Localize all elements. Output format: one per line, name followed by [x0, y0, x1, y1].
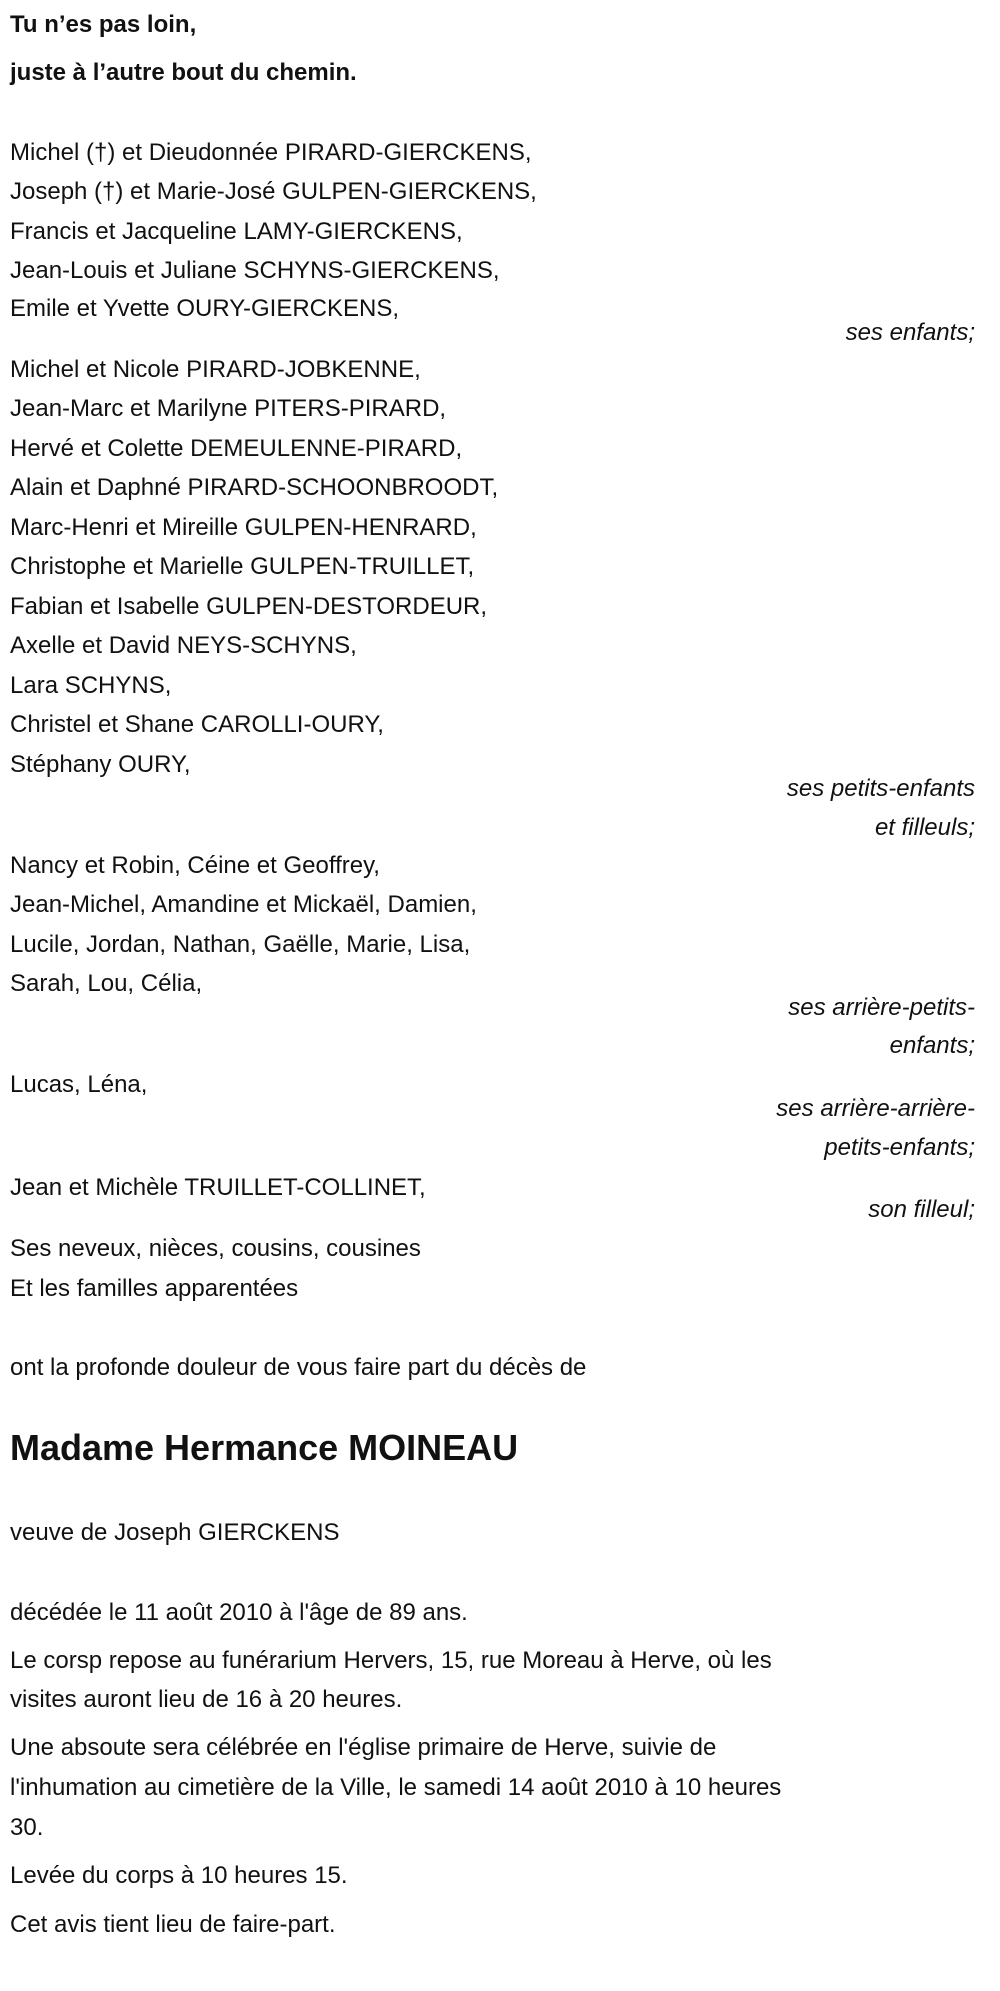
- great-great-grandchildren-entry: Lucas, Léna,: [10, 1071, 148, 1098]
- grandchildren-entry: Christel et Shane CAROLLI-OURY,: [10, 711, 384, 738]
- deceased-name: Madame Hermance MOINEAU: [10, 1427, 519, 1468]
- grandchildren-entry: Axelle et David NEYS-SCHYNS,: [10, 632, 357, 659]
- godson-entry: Jean et Michèle TRUILLET-COLLINET,: [10, 1174, 426, 1201]
- detail-line: l'inhumation au cimetière de la Ville, le samedi 14 août 2010 à 10 heures: [10, 1774, 782, 1801]
- announcement: ont la profonde douleur de vous faire part du décès de: [10, 1354, 587, 1381]
- children-entry: Francis et Jacqueline LAMY-GIERCKENS,: [10, 218, 463, 245]
- detail-line: décédée le 11 août 2010 à l'âge de 89 ans.: [10, 1599, 468, 1626]
- grandchildren-entry: Michel et Nicole PIRARD-JOBKENNE,: [10, 356, 421, 383]
- detail-line: Le corsp repose au funérarium Hervers, 15, rue Moreau à Herve, où les: [10, 1647, 772, 1674]
- great-grandchildren-entry: Jean-Michel, Amandine et Mickaël, Damien,: [10, 891, 477, 918]
- grandchildren-label: ses petits-enfants: [786, 775, 975, 802]
- great-great-grandchildren-label: ses arrière-arrière-: [776, 1095, 975, 1122]
- grandchildren-label: et filleuls;: [874, 814, 975, 841]
- children-entry: Michel (†) et Dieudonnée PIRARD-GIERCKENS,: [10, 139, 532, 166]
- family-line: Ses neveux, nièces, cousins, cousines: [10, 1235, 421, 1262]
- grandchildren-entry: Hervé et Colette DEMEULENNE-PIRARD,: [10, 435, 463, 462]
- grandchildren-entry: Jean-Marc et Marilyne PITERS-PIRARD,: [10, 395, 447, 422]
- detail-line: visites auront lieu de 16 à 20 heures.: [10, 1686, 403, 1713]
- children-label: ses enfants;: [845, 319, 975, 346]
- children-entry: Jean-Louis et Juliane SCHYNS-GIERCKENS,: [10, 257, 500, 284]
- grandchildren-entry: Alain et Daphné PIRARD-SCHOONBROODT,: [10, 474, 499, 501]
- grandchildren-entry: Marc-Henri et Mireille GULPEN-HENRARD,: [10, 514, 477, 541]
- grandchildren-entry: Christophe et Marielle GULPEN-TRUILLET,: [10, 553, 475, 580]
- grandchildren-entry: Fabian et Isabelle GULPEN-DESTORDEUR,: [10, 593, 488, 620]
- great-grandchildren-entry: Nancy et Robin, Céine et Geoffrey,: [10, 852, 380, 879]
- epigraph-line: Tu n’es pas loin,: [10, 11, 197, 38]
- widow-of: veuve de Joseph GIERCKENS: [10, 1519, 340, 1546]
- great-grandchildren-entry: Sarah, Lou, Célia,: [10, 970, 203, 997]
- family-line: Et les familles apparentées: [10, 1275, 299, 1302]
- great-grandchildren-label: ses arrière-petits-: [788, 994, 975, 1021]
- detail-line: Levée du corps à 10 heures 15.: [10, 1862, 348, 1889]
- great-grandchildren-label: enfants;: [889, 1032, 975, 1059]
- epigraph-line: juste à l’autre bout du chemin.: [10, 59, 357, 86]
- great-grandchildren-entry: Lucile, Jordan, Nathan, Gaëlle, Marie, Lisa,: [10, 931, 471, 958]
- grandchildren-entry: Stéphany OURY,: [10, 751, 191, 778]
- detail-line: 30.: [10, 1814, 44, 1841]
- children-entry: Emile et Yvette OURY-GIERCKENS,: [10, 295, 400, 322]
- godson-label: son filleul;: [868, 1196, 975, 1223]
- detail-line: Cet avis tient lieu de faire-part.: [10, 1911, 336, 1938]
- detail-line: Une absoute sera célébrée en l'église primaire de Herve, suivie de: [10, 1734, 717, 1761]
- great-great-grandchildren-label: petits-enfants;: [824, 1134, 975, 1161]
- grandchildren-entry: Lara SCHYNS,: [10, 672, 172, 699]
- children-entry: Joseph (†) et Marie-José GULPEN-GIERCKENS,: [10, 178, 537, 205]
